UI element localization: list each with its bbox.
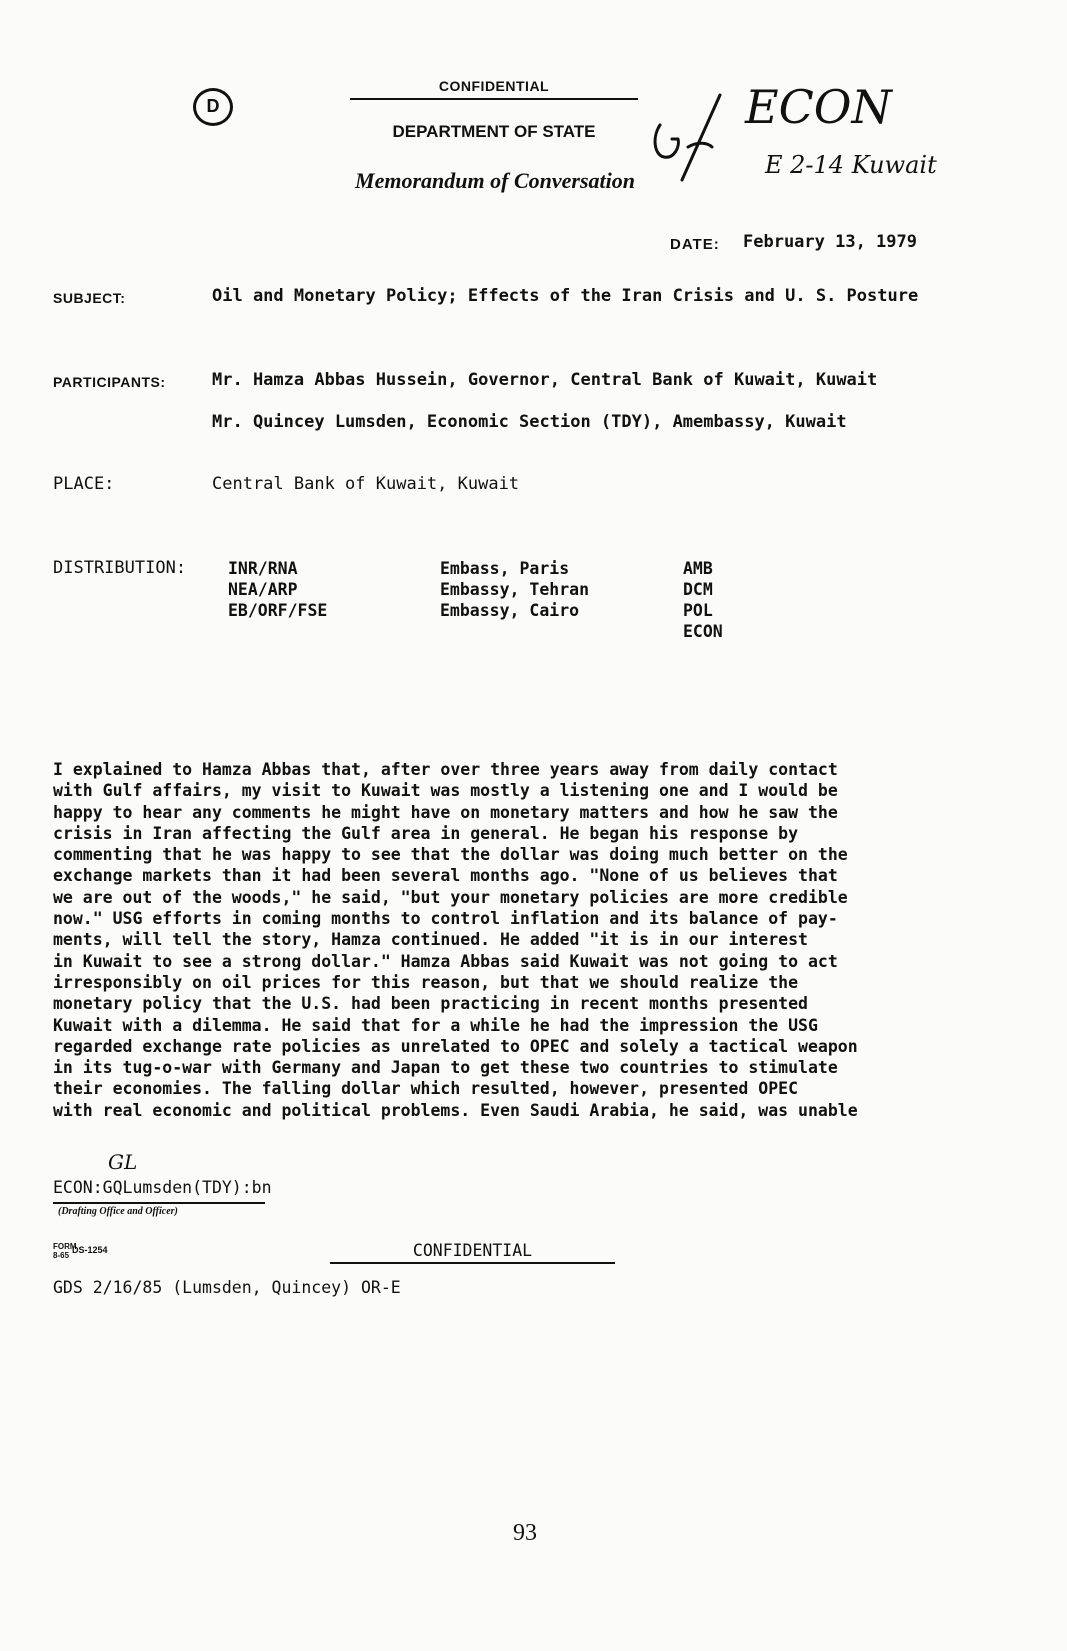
memo-body xyxy=(53,759,953,1121)
body-line: ments, will tell the story, Hamza continued. He added "it is in our interest xyxy=(53,930,808,950)
date-value: February 13, 1979 xyxy=(743,232,917,252)
distribution-col-2 xyxy=(440,558,589,621)
form-number: DS-1254 xyxy=(72,1245,108,1255)
distribution-item: POL xyxy=(683,601,713,620)
body-line: exchange markets than it had been several months ago. "None of us believes that xyxy=(53,866,838,886)
drafter-underline xyxy=(53,1202,265,1204)
body-line: crisis in Iran affecting the Gulf area in general. He began his response by xyxy=(53,823,799,843)
body-line: irresponsibly on oil prices for this reason, but that we should realize the xyxy=(53,972,799,992)
participant-line: Mr. Hamza Abbas Hussein, Governor, Central Bank of Kuwait, Kuwait xyxy=(212,370,878,390)
distribution-item: INR/RNA xyxy=(228,559,298,578)
department-title: DEPARTMENT OF STATE xyxy=(392,122,596,141)
handwritten-slash-stroke xyxy=(682,95,720,180)
circled-letter-mark: D xyxy=(193,88,233,126)
subject-value: Oil and Monetary Policy; Effects of the Iran Crisis and U. S. Posture xyxy=(212,286,919,306)
classification-top: CONFIDENTIAL xyxy=(438,78,550,94)
body-line: I explained to Hamza Abbas that, after over three years away from daily contact xyxy=(53,760,838,779)
body-line: with Gulf affairs, my visit to Kuwait was mostly a listening one and I would be xyxy=(53,781,838,801)
drafter-caption: (Drafting Office and Officer) xyxy=(58,1206,178,1217)
body-line: in its tug-o-war with Germany and Japan to get these two countries to stimulate xyxy=(53,1058,838,1078)
handwritten-annotation xyxy=(650,55,990,195)
participants-label: PARTICIPANTS: xyxy=(53,374,166,390)
distribution-col-1 xyxy=(228,558,327,621)
classification-bottom-underline xyxy=(330,1262,615,1264)
date-label: DATE: xyxy=(670,236,720,253)
page-number: 93 xyxy=(513,1520,537,1546)
body-line: their economies. The falling dollar which resulted, however, presented OPEC xyxy=(53,1079,799,1099)
body-line: Kuwait with a dilemma. He said that for a while he had the impression the USG xyxy=(53,1015,818,1035)
distribution-label: DISTRIBUTION: xyxy=(53,558,187,578)
place-label: PLACE: xyxy=(53,474,115,494)
handwritten-initials: GL xyxy=(108,1150,138,1174)
distribution-col-3 xyxy=(683,558,723,642)
distribution-item: ECON xyxy=(683,622,723,641)
body-line: monetary policy that the U.S. had been practicing in recent months presented xyxy=(53,994,808,1014)
distribution-item: Embassy, Tehran xyxy=(440,580,590,599)
distribution-item: Embassy, Cairo xyxy=(440,601,580,620)
body-line: commenting that he was happy to see that the dollar was doing much better on the xyxy=(53,845,848,865)
memo-title: Memorandum of Conversation xyxy=(355,168,635,193)
body-line: regarded exchange rate policies as unrelated to OPEC and solely a tactical weapon xyxy=(53,1036,858,1056)
body-line: now." USG efforts in coming months to control inflation and its balance of pay- xyxy=(53,909,838,929)
participant-line: Mr. Quincey Lumsden, Economic Section (TDY), Amembassy, Kuwait xyxy=(212,412,847,432)
handwritten-econ: ECON xyxy=(745,80,892,134)
declassification-line: GDS 2/16/85 (Lumsden, Quincey) OR-E xyxy=(53,1278,401,1297)
form-label: FORM 8-65 xyxy=(53,1242,77,1260)
handwritten-g-stroke xyxy=(655,125,678,157)
distribution-item: Embass, Paris xyxy=(440,559,570,578)
handwritten-cross-stroke xyxy=(688,143,712,147)
distribution-item: DCM xyxy=(683,580,713,599)
body-line: in Kuwait to see a strong dollar." Hamza Abbas said Kuwait was not going to act xyxy=(53,951,838,971)
body-line: happy to hear any comments he might have on monetary matters and how he saw the xyxy=(53,802,838,822)
body-line: we are out of the woods," he said, "but your monetary policies are more credible xyxy=(53,887,848,907)
subject-label: SUBJECT: xyxy=(53,290,126,306)
classification-bottom: CONFIDENTIAL xyxy=(412,1241,533,1260)
distribution-item: NEA/ARP xyxy=(228,580,298,599)
drafter-line: ECON:GQLumsden(TDY):bn xyxy=(53,1178,272,1197)
distribution-item: AMB xyxy=(683,559,713,578)
body-line: with real economic and political problems. Even Saudi Arabia, he said, was unable xyxy=(53,1100,858,1120)
distribution-item: EB/ORF/FSE xyxy=(228,601,328,620)
handwritten-file-ref: E 2-14 Kuwait xyxy=(765,151,937,179)
classification-underline xyxy=(350,98,638,100)
place-value: Central Bank of Kuwait, Kuwait xyxy=(212,474,520,494)
